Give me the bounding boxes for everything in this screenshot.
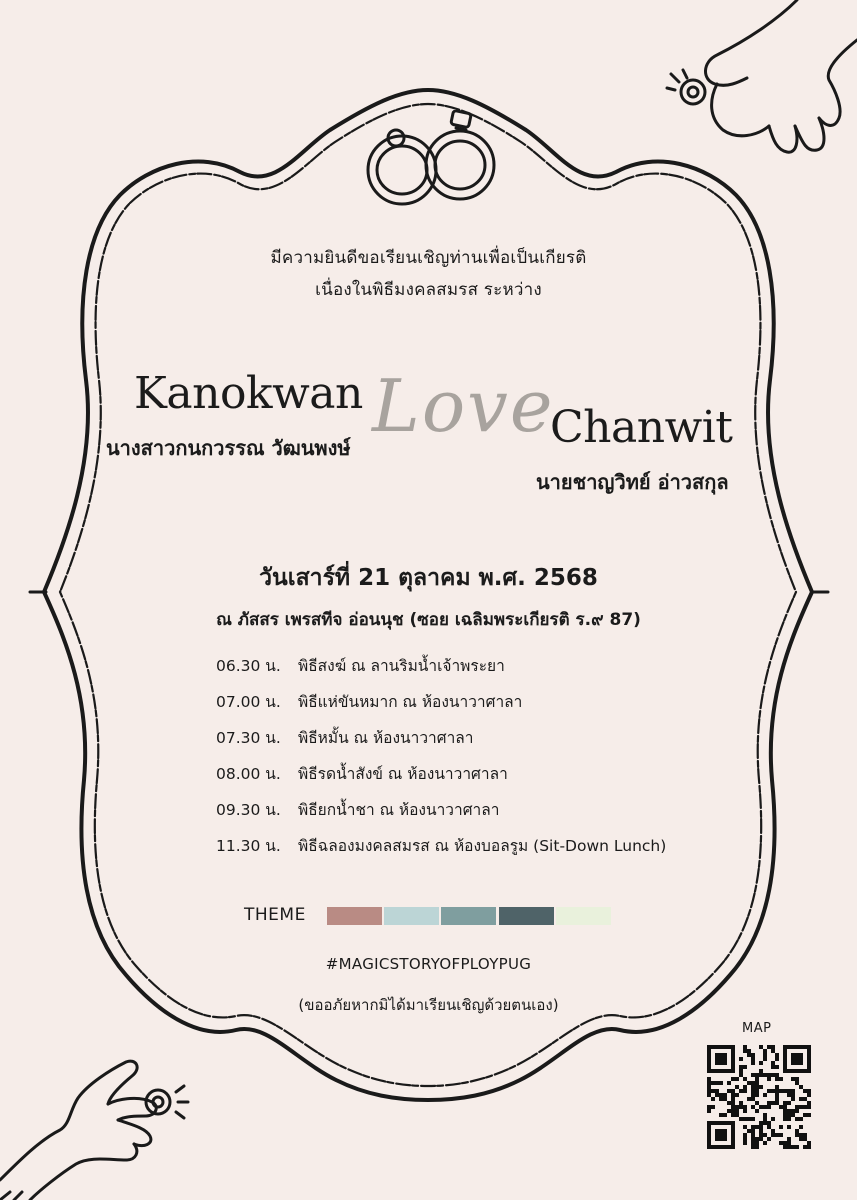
theme-swatch (384, 907, 439, 925)
apology-note: (ขออภัยหากมิได้มาเรียนเชิญด้วยตนเอง) (298, 996, 559, 1014)
schedule-event: พิธีรดน้ำสังข์ ณ ห้องนาวาศาลา (298, 765, 508, 783)
wedding-date: วันเสาร์ที่ 21 ตุลาคม พ.ศ. 2568 (259, 565, 598, 591)
schedule-time: 11.30 น. (216, 837, 281, 855)
schedule-event: พิธียกน้ำชา ณ ห้องนาวาศาลา (298, 801, 500, 819)
theme-swatch (327, 907, 382, 925)
bride-name-th: นางสาวกนกวรรณ วัฒนพงษ์ (106, 436, 351, 460)
wedding-venue: ณ ภัสสร เพรสทีจ อ่อนนุช (ซอย เฉลิมพระเกียรติ ร.๙ 87) (216, 610, 641, 630)
groom-name-en: Chanwit (550, 402, 733, 453)
love-script: Love (372, 364, 555, 448)
hand-with-ring-icon-bottom (0, 1040, 200, 1200)
theme-label: THEME (244, 905, 306, 925)
schedule-time: 06.30 น. (216, 657, 281, 675)
groom-name-th: นายชาญวิทย์ อ่าวสกุล (536, 470, 729, 494)
hand-with-ring-icon (657, 0, 857, 170)
wedding-rings-icon (362, 110, 502, 210)
theme-swatch (441, 907, 496, 925)
schedule-event: พิธีหมั้น ณ ห้องนาวาศาลา (298, 729, 474, 747)
invitation-line-1: มีความยินดีขอเรียนเชิญท่านเพื่อเป็นเกียรติ (270, 248, 587, 268)
schedule-row (216, 762, 508, 786)
schedule-time: 09.30 น. (216, 801, 281, 819)
bride-name-en: Kanokwan (134, 368, 363, 419)
schedule-event: พิธีแห่ขันหมาก ณ ห้องนาวาศาลา (298, 693, 523, 711)
schedule-row (216, 798, 499, 822)
qr-code-icon[interactable] (707, 1045, 811, 1149)
map-label: MAP (742, 1021, 772, 1036)
hashtag: #MAGICSTORYOFPLOYPUG (325, 955, 532, 973)
theme-swatch (556, 907, 611, 925)
schedule-event: พิธีฉลองมงคลสมรส ณ ห้องบอลรูม (Sit-Down Lunch) (298, 837, 667, 855)
schedule-row (216, 726, 474, 750)
schedule-row (216, 654, 505, 678)
schedule-event: พิธีสงฆ์ ณ ลานริมน้ำเจ้าพระยา (298, 657, 505, 675)
schedule-time: 07.30 น. (216, 729, 281, 747)
schedule-row (216, 834, 666, 858)
invitation-line-2: เนื่องในพิธีมงคลสมรส ระหว่าง (315, 280, 542, 300)
schedule-row (216, 690, 522, 714)
theme-swatch (499, 907, 554, 925)
schedule-time: 07.00 น. (216, 693, 281, 711)
schedule-time: 08.00 น. (216, 765, 281, 783)
